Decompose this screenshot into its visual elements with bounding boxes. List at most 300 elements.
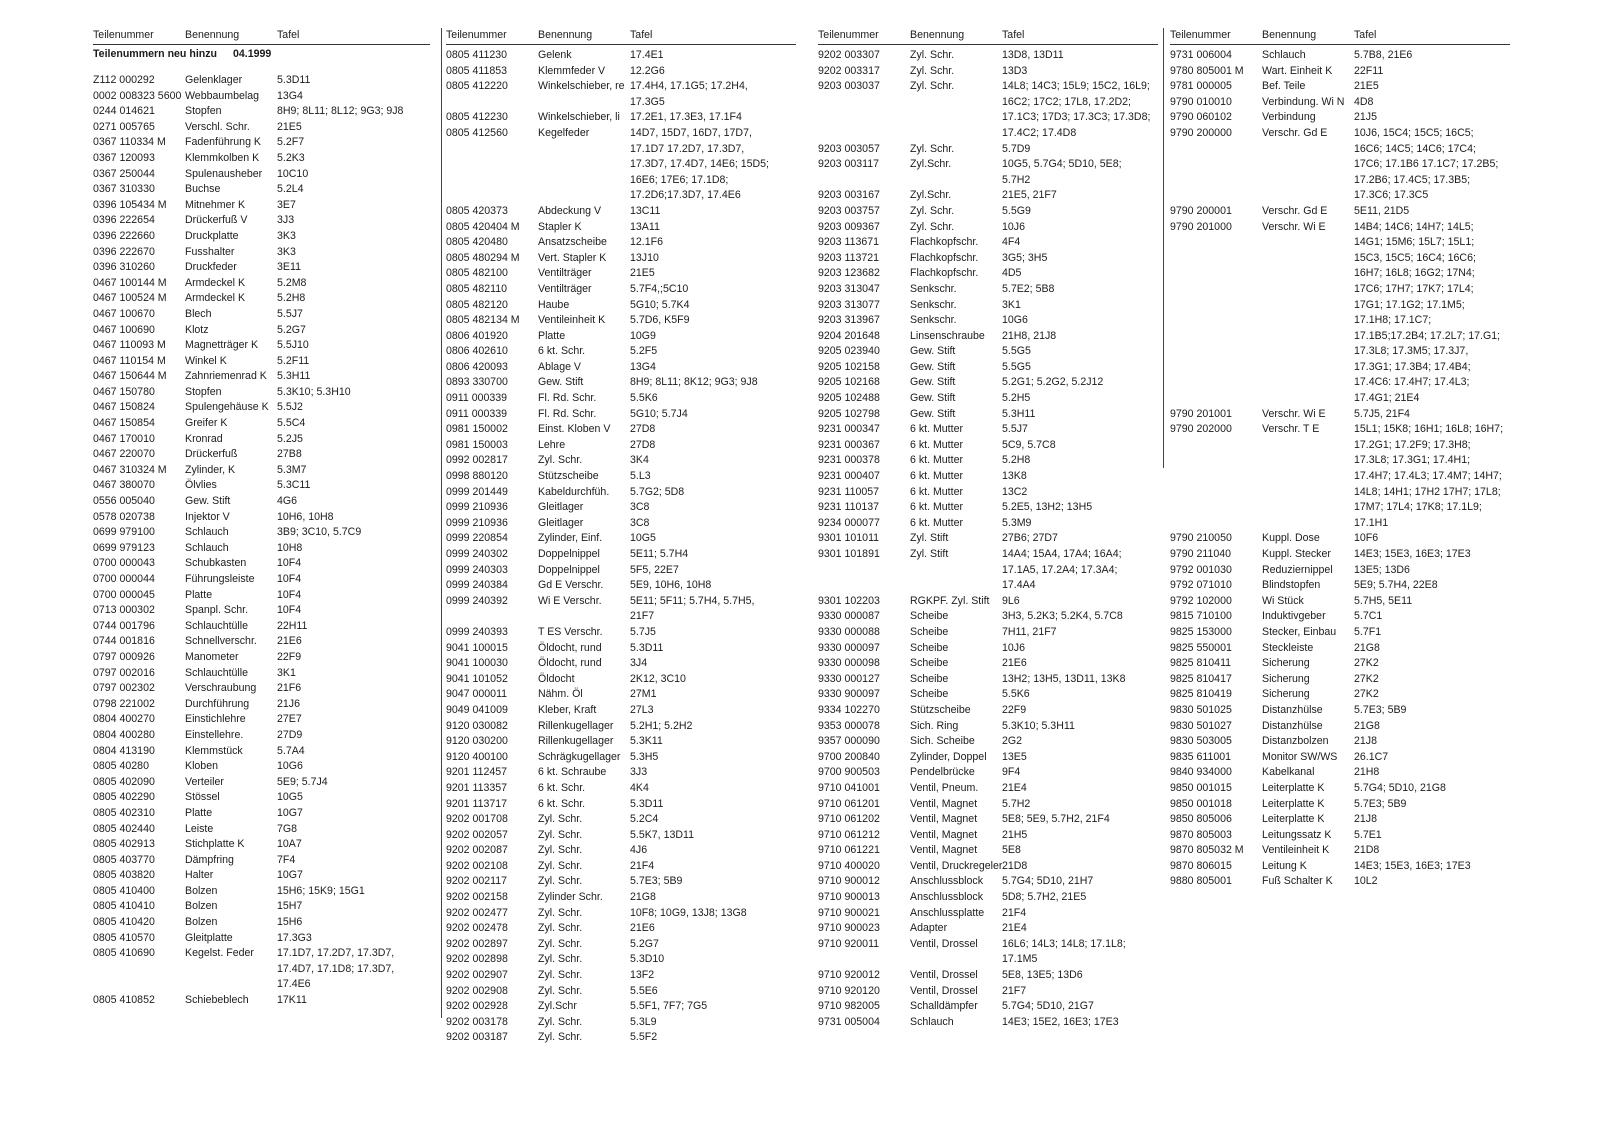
parts-list-1 [93,73,430,1009]
part-name: Flachkopfschr. [910,267,979,280]
part-number: 0805 410400 [93,884,155,897]
plate-reference: 13A11 [630,220,660,233]
list-item [93,993,430,1009]
plate-reference: 5.5G9 [1002,204,1031,217]
part-number: 9205 102488 [818,392,880,405]
part-name: Zyl. Schr. [538,813,583,826]
part-number: 0999 240384 [446,579,508,592]
list-item [818,797,1158,813]
list-item [1170,594,1510,610]
part-number: 9710 982005 [818,1000,880,1013]
plate-reference: 21D8 [1002,859,1028,872]
part-name: Zyl. Stift [910,548,949,560]
list-item [93,276,430,292]
list-item [446,703,796,719]
plate-reference: 5.7D9 [1002,142,1031,155]
plate-reference: 5E11; 5.7H4 [630,548,689,560]
part-number: 9120 030082 [446,719,508,732]
part-number: 9234 000077 [818,516,880,529]
plate-reference: 27D8 [630,438,656,451]
list-item [818,500,1158,516]
list-item [818,142,1158,158]
part-number: 9825 810417 [1170,672,1232,685]
part-name: Öldocht, rund [538,641,602,654]
list-item [93,681,430,697]
list-item [1170,563,1510,579]
list-item [446,453,796,469]
list-item [818,438,1158,454]
plate-reference: 16L6; 14L3; 14L8; 17.1L8; 17.1M5 [1002,937,1126,966]
part-number: 9202 001708 [446,813,508,826]
part-number: 0467 310324 M [93,463,167,476]
plate-reference: 5E11, 21D5 [1354,204,1410,217]
part-name: Kabelkanal [1262,766,1315,779]
plate-reference: 15H7 [277,900,303,913]
part-number: 0396 222654 [93,214,155,227]
part-name: Druckfeder [185,261,237,274]
part-name: Stichplatte K [185,838,245,851]
part-name: Verschr. Wi E [1262,407,1326,420]
part-name: Gew. Stift [185,495,231,508]
plate-reference: 3J3 [277,214,295,227]
part-number: 9231 000347 [818,423,880,436]
plate-reference: 5.3M7 [277,463,307,476]
plate-reference: 17.2E1, 17.3E3, 17.1F4 [630,111,742,124]
part-number: 0805 411230 [446,49,508,61]
list-item [93,775,430,791]
part-name: Durchführung [185,697,250,710]
plate-reference: 5C9, 5.7C8 [1002,438,1056,451]
list-item [93,478,430,494]
part-name: Wi E Verschr. [538,594,602,607]
plate-reference: 3K4 [630,454,649,467]
list-item [93,744,430,760]
plate-reference: 10J6 [1002,220,1025,233]
part-number: 9203 313077 [818,298,880,311]
plate-reference: 5.3D11 [277,74,311,86]
part-number: 9301 101011 [818,532,880,545]
part-number: 9202 003307 [818,49,880,61]
part-number: 9880 805001 [1170,875,1232,888]
part-number: 0981 150003 [446,438,508,451]
part-number: 9204 201648 [818,329,880,342]
part-number: 0805 40280 [93,760,149,773]
section-title-row [93,47,430,69]
part-name: Kabeldurchfüh. [538,485,610,498]
plate-reference: 4J6 [630,844,648,857]
part-name: Doppelnippel [538,563,600,576]
list-item [818,765,1158,781]
plate-reference: 5.5K6 [630,392,658,405]
list-item [93,260,430,276]
plate-reference: 5.3H5 [630,750,659,763]
part-number: 0805 480294 M [446,251,520,264]
plate-reference: 5.3L9 [630,1015,657,1028]
list-item [446,1015,796,1031]
part-number: 0999 240392 [446,594,508,607]
part-name: Schlauch [910,1015,954,1028]
part-number: 9047 000011 [446,688,508,701]
part-number: 0805 412560 [446,126,508,139]
part-number: 0797 002016 [93,666,155,679]
part-name: Zyl. Schr. [910,204,955,217]
part-name: Greifer K [185,417,228,430]
list-item [446,672,796,688]
part-number: 9780 805001 M [1170,64,1244,77]
part-number: 9205 102798 [818,407,880,420]
part-name: Einstellehre. [185,728,244,741]
part-number: 9330 000098 [818,657,880,670]
list-item [93,167,430,183]
plate-reference: 5.2C4 [630,813,659,826]
part-name: Magnetträger K [185,339,259,352]
list-item [446,48,796,64]
list-item [1170,531,1510,547]
list-item [446,968,796,984]
list-item [93,650,430,666]
part-name: Spanpl. Schr. [185,604,249,617]
plate-reference: 21G8 [1354,719,1380,732]
list-item [818,890,1158,906]
list-item [1170,641,1510,657]
list-item [1170,703,1510,719]
plate-reference: 13D8, 13D11 [1002,49,1064,61]
list-item [818,204,1158,220]
part-number: 0367 110334 M [93,136,166,149]
list-item [93,853,430,869]
plate-reference: 5.2G7 [277,323,306,336]
part-name: 6 kt. Mutter [910,501,963,514]
list-item [93,291,430,307]
part-number: 0999 240302 [446,548,508,560]
list-item [446,64,796,80]
list-item [93,603,430,619]
part-number: 9870 805003 [1170,828,1232,841]
plate-reference: 21H8 [1354,766,1380,779]
part-number: 9825 810419 [1170,688,1232,701]
plate-reference: 17.4H4, 17.1G5; 17.2H4, 17.3G5 [630,80,748,108]
part-name: Schalldämpfer [910,1000,978,1013]
list-item [446,220,796,236]
part-number: 0805 420404 M [446,220,520,233]
part-name: Zyl. Schr. [910,142,955,155]
part-name: Rillenkugellager [538,719,614,732]
list-item [1170,656,1510,672]
part-number: 0467 100144 M [93,276,167,289]
part-number: 0467 110154 M [93,354,166,367]
list-item [446,391,796,407]
list-item [93,213,430,229]
part-name: Wi Stück [1262,594,1304,607]
list-item [93,89,430,105]
part-name: Ventil, Magnet [910,828,978,841]
part-number: 0804 413190 [93,744,155,757]
part-name: Leiste [185,822,214,835]
part-number: 0699 979123 [93,541,155,554]
plate-reference: 10J6 [1002,641,1025,654]
part-name: 6 kt. Schraube [538,766,607,779]
list-item [818,781,1158,797]
column-3 [818,28,1158,1030]
plate-reference: 21G8 [630,891,656,904]
part-name: Ventil, Drossel [910,969,978,982]
part-name: Fusshalter [185,245,235,258]
part-name: Stopfen [185,385,222,398]
part-name: Induktivgeber [1262,610,1326,623]
part-number: 0700 000044 [93,573,155,585]
plate-reference: 12.1F6 [630,236,663,249]
part-number: 9830 501027 [1170,719,1232,732]
part-name: Schnellverschr. [185,635,257,648]
part-number: 0396 310260 [93,261,155,274]
part-number: 9330 000127 [818,672,880,685]
plate-reference: 5.2H8 [1002,454,1031,467]
list-item [818,344,1158,360]
plate-reference: 21E5 [630,267,655,280]
part-name: Zyl. Schr. [538,454,583,467]
list-item [446,344,796,360]
plate-reference: 27D8 [630,423,656,436]
list-item [93,619,430,635]
plate-reference: 15H6; 15K9; 15G1 [277,884,365,897]
list-item [818,516,1158,532]
list-item [818,843,1158,859]
part-number: 0467 170010 [93,432,155,445]
part-name: Ventil, Magnet [910,797,978,810]
part-name: Fl. Rd. Schr. [538,407,597,420]
part-number: 9202 003187 [446,1031,508,1044]
plate-reference: 5.3H11 [1002,407,1036,420]
part-number: 9710 920120 [818,984,880,997]
part-number: 9710 061202 [818,813,880,826]
part-number: 9203 113671 [818,236,880,249]
part-number: 9202 002478 [446,922,508,935]
part-number: 0806 420093 [446,360,508,373]
list-item [818,687,1158,703]
list-item [93,572,430,588]
plate-reference: 5.2L4 [277,183,304,196]
list-item [93,697,430,713]
part-number: 9201 113357 [446,781,508,794]
part-name: Zyl. Schr. [538,844,583,857]
part-number: 0911 000339 [446,407,508,420]
plate-reference: 5D8; 5.7H2, 21E5 [1002,891,1087,904]
part-name: Winkel K [185,354,227,367]
part-number: 0744 001796 [93,619,155,632]
part-name: Ventil, Drossel [910,984,978,997]
column-header [446,28,796,43]
part-name: Scheibe [910,657,949,670]
part-name: Distanzbolzen [1262,735,1329,748]
plate-reference: 4G6 [277,495,298,508]
plate-reference: 13E5 [1002,750,1027,763]
list-item [818,48,1158,64]
list-item [818,625,1158,641]
part-number: 0805 403820 [93,869,155,882]
plate-reference: 2K12, 3C10 [630,672,686,685]
list-item [93,712,430,728]
part-number: 9203 003167 [818,189,880,202]
part-number: 9830 501025 [1170,703,1232,716]
part-number: 9792 001030 [1170,563,1232,576]
part-number: 0271 005765 [93,120,155,133]
list-item [446,906,796,922]
plate-reference: 5.2G1; 5.2G2, 5.2J12 [1002,376,1104,389]
part-number: 9700 900503 [818,766,880,779]
list-item [818,750,1158,766]
list-item [93,790,430,806]
plate-reference: 10G5 [277,791,303,804]
plate-reference: 5.2M8 [277,276,307,289]
plate-reference: 5.7E1 [1354,828,1382,841]
list-item [1170,110,1510,126]
list-item [1170,407,1510,423]
part-name: Ventilträger [538,282,592,295]
part-name: Bolzen [185,916,218,929]
part-name: Manometer [185,650,239,663]
list-item [93,494,430,510]
list-item [446,952,796,968]
part-name: Gew. Stift [910,407,956,420]
part-name: 6 kt. Mutter [910,423,963,436]
plate-reference: 14E3; 15E3, 16E3; 17E3 [1354,548,1471,560]
list-item [446,298,796,314]
part-number: 9203 003037 [818,80,880,93]
plate-reference: 17.1D7, 17.2D7, 17.3D7, 17.4D7, 17.1D8; 17.3D7, 17.4E6 [277,947,395,991]
part-name: Kronrad [185,432,223,445]
list-item [446,999,796,1015]
part-number: 0805 411853 [446,64,508,77]
part-name: Ölvlies [185,479,217,492]
part-name: Zahnriemenrad K [185,370,267,383]
plate-reference: 10G7 [277,869,303,882]
column-1 [93,28,430,1009]
list-item [1170,204,1510,220]
list-item [446,984,796,1000]
list-item [93,931,430,947]
list-item [93,400,430,416]
part-name: Ventil, Drossel [910,937,978,950]
part-name: Stecker, Einbau [1262,625,1337,638]
list-item [818,531,1158,547]
part-name: Zylinder, K [185,463,236,476]
part-name: Kegelfeder [538,126,590,139]
list-item [446,516,796,532]
part-name: Senkschr. [910,282,957,295]
list-item [818,313,1158,329]
list-item [446,204,796,220]
plate-reference: 22F9 [277,650,302,663]
plate-reference: 5.7B8, 21E6 [1354,49,1413,61]
part-number: 9202 003178 [446,1015,508,1028]
header-name: Benennung [185,29,240,41]
part-name: Zyl. Schr. [538,906,583,919]
part-name: Monitor SW/WS [1262,750,1338,763]
plate-reference: 5G10; 5.7K4 [630,298,690,311]
part-number: 0999 220854 [446,532,508,545]
part-name: Kloben [185,760,218,773]
list-item [93,759,430,775]
plate-reference: 5.2F5 [630,345,658,358]
plate-reference: 5.7J5, 21F4 [1354,407,1410,420]
list-item [1170,64,1510,80]
part-name: Zyl. Schr. [538,969,583,982]
part-name: Gew. Stift [538,376,584,389]
part-number: 9790 211040 [1170,548,1232,560]
list-item [1170,734,1510,750]
list-item [446,719,796,735]
plate-reference: 21E6 [277,635,302,648]
list-item [93,884,430,900]
part-name: Ventileinheit K [1262,844,1330,857]
part-name: 6 kt. Mutter [910,454,963,467]
part-number: 9231 000367 [818,438,880,451]
part-name: Fuß Schalter K [1262,875,1333,888]
part-number: 9731 006004 [1170,49,1232,61]
part-name: Gew. Stift [910,376,956,389]
plate-reference: 5.2F11 [277,354,310,367]
part-number: 0244 014621 [93,105,155,118]
part-name: Klemmkolben K [185,151,260,164]
plate-reference: 5.7E3; 5B9 [630,875,683,888]
part-number: 0805 410690 [93,947,155,960]
plate-reference: 21H8, 21J8 [1002,329,1057,342]
part-number: 9041 100015 [446,641,508,654]
plate-reference: 21F4 [630,859,655,872]
plate-reference: 4F4 [1002,236,1021,249]
plate-reference: 5.3K10; 5.3H10 [277,385,351,398]
list-item [818,656,1158,672]
list-item [446,500,796,516]
header-name: Benennung [538,29,593,41]
part-number: 9790 200000 [1170,126,1232,139]
list-item [818,64,1158,80]
part-number: 9201 113717 [446,797,508,810]
part-name: Dämpfring [185,853,234,866]
plate-reference: 5.5K6 [1002,688,1030,701]
list-item [818,968,1158,984]
part-number: 9203 313047 [818,282,880,295]
part-name: Zyl.Schr. [910,158,952,171]
list-item [446,734,796,750]
part-number: 0467 100690 [93,323,155,336]
plate-reference: 14E3; 15E2, 16E3; 17E3 [1002,1015,1119,1028]
part-name: 6 kt. Mutter [910,516,963,529]
part-name: Ventileinheit K [538,314,606,327]
part-name: Haube [538,298,570,311]
part-number: 9710 900012 [818,875,880,888]
list-item [93,634,430,650]
list-item [1170,578,1510,594]
plate-reference: 5.7E3; 5B9 [1354,797,1407,810]
part-number: 9120 030200 [446,735,508,748]
part-number: 0467 150644 M [93,370,167,383]
part-name: 6 kt. Mutter [910,438,963,451]
plate-reference: 5.2J5 [277,432,303,445]
column-header [818,28,1158,43]
list-item [446,282,796,298]
part-number: 9710 920011 [818,937,880,950]
plate-reference: 27K2 [1354,688,1379,701]
plate-reference: 3B9; 3C10, 5.7C9 [277,526,362,539]
part-number: 9202 002108 [446,859,508,872]
header-plate: Tafel [630,29,653,41]
header-name: Benennung [910,29,965,41]
plate-reference: 14E3; 15E3, 16E3; 17E3 [1354,859,1471,872]
part-number: 9203 113721 [818,251,880,264]
plate-reference: 21G8 [1354,641,1380,654]
header-rule [1170,44,1510,45]
